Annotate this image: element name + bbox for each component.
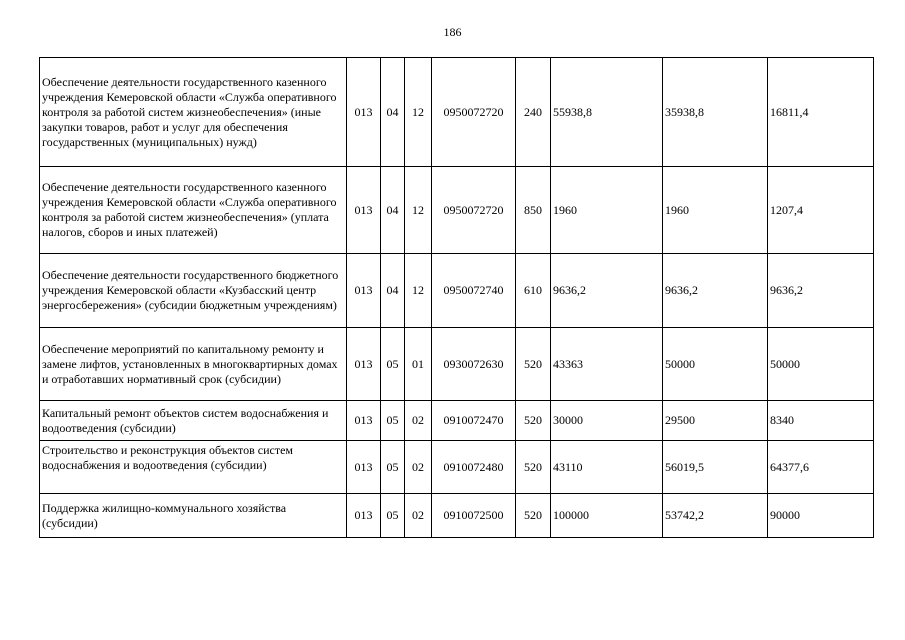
table-row [40, 494, 874, 538]
row-section-code: 05 [381, 328, 405, 401]
row-target-code: 0930072630 [432, 328, 516, 401]
budget-table [39, 57, 874, 538]
row-description: Строительство и реконструкция объектов систем водоснабжения и водоотведения (субсидии) [40, 441, 347, 494]
row-amount-3: 64377,6 [768, 441, 874, 494]
row-description: Обеспечение деятельности государственного казенного учреждения Кемеровской области «Служба оперативного контроля за работой систем жизнеобеспечения» (уплата налогов, сборов и иных платежей) [40, 167, 347, 254]
row-amount-3: 90000 [768, 494, 874, 538]
row-expense-type-code: 850 [516, 167, 551, 254]
row-section-code: 04 [381, 167, 405, 254]
row-description: Капитальный ремонт объектов систем водоснабжения и водоотведения (субсидии) [40, 401, 347, 441]
row-ministry-code: 013 [347, 401, 381, 441]
row-amount-1: 43363 [551, 328, 663, 401]
row-section-code: 05 [381, 494, 405, 538]
row-amount-1: 43110 [551, 441, 663, 494]
row-section-code: 04 [381, 254, 405, 328]
row-amount-3: 16811,4 [768, 58, 874, 167]
row-amount-2: 56019,5 [663, 441, 768, 494]
row-description: Обеспечение мероприятий по капитальному ремонту и замене лифтов, установленных в многоквартирных домах и отработавших нормативный срок (субсидии) [40, 328, 347, 401]
row-expense-type-code: 520 [516, 441, 551, 494]
row-expense-type-code: 610 [516, 254, 551, 328]
table-row [40, 167, 874, 254]
row-expense-type-code: 520 [516, 494, 551, 538]
row-section-code: 05 [381, 441, 405, 494]
row-subsection-code: 02 [405, 401, 432, 441]
row-amount-3: 9636,2 [768, 254, 874, 328]
row-ministry-code: 013 [347, 167, 381, 254]
table-row [40, 441, 874, 494]
row-ministry-code: 013 [347, 494, 381, 538]
row-amount-1: 1960 [551, 167, 663, 254]
row-amount-2: 9636,2 [663, 254, 768, 328]
row-expense-type-code: 520 [516, 401, 551, 441]
row-amount-1: 100000 [551, 494, 663, 538]
page-number: 186 [443, 25, 462, 39]
row-subsection-code: 02 [405, 441, 432, 494]
row-target-code: 0910072480 [432, 441, 516, 494]
row-amount-1: 9636,2 [551, 254, 663, 328]
row-description: Поддержка жилищно-коммунального хозяйства (субсидии) [40, 494, 347, 538]
row-section-code: 05 [381, 401, 405, 441]
row-ministry-code: 013 [347, 254, 381, 328]
row-description: Обеспечение деятельности государственного бюджетного учреждения Кемеровской области «Кузбасский центр энергосбережения» (субсидии бюджетным учреждениям) [40, 254, 347, 328]
row-expense-type-code: 240 [516, 58, 551, 167]
row-target-code: 0950072740 [432, 254, 516, 328]
row-amount-2: 53742,2 [663, 494, 768, 538]
row-ministry-code: 013 [347, 328, 381, 401]
row-subsection-code: 12 [405, 254, 432, 328]
row-amount-1: 30000 [551, 401, 663, 441]
row-target-code: 0910072500 [432, 494, 516, 538]
table-row [40, 328, 874, 401]
row-subsection-code: 12 [405, 167, 432, 254]
row-amount-3: 8340 [768, 401, 874, 441]
table-row [40, 254, 874, 328]
row-subsection-code: 12 [405, 58, 432, 167]
row-target-code: 0910072470 [432, 401, 516, 441]
row-section-code: 04 [381, 58, 405, 167]
row-target-code: 0950072720 [432, 58, 516, 167]
row-amount-3: 1207,4 [768, 167, 874, 254]
row-amount-2: 1960 [663, 167, 768, 254]
row-amount-2: 35938,8 [663, 58, 768, 167]
table-row [40, 401, 874, 441]
row-amount-2: 50000 [663, 328, 768, 401]
row-expense-type-code: 520 [516, 328, 551, 401]
row-subsection-code: 01 [405, 328, 432, 401]
row-amount-2: 29500 [663, 401, 768, 441]
row-target-code: 0950072720 [432, 167, 516, 254]
row-ministry-code: 013 [347, 441, 381, 494]
table-row [40, 58, 874, 167]
row-description: Обеспечение деятельности государственного казенного учреждения Кемеровской области «Служба оперативного контроля за работой систем жизнеобеспечения» (иные закупки товаров, работ и услуг для обеспечения государственных (муниципальных) нужд) [40, 58, 347, 167]
row-amount-1: 55938,8 [551, 58, 663, 167]
row-subsection-code: 02 [405, 494, 432, 538]
row-ministry-code: 013 [347, 58, 381, 167]
row-amount-3: 50000 [768, 328, 874, 401]
